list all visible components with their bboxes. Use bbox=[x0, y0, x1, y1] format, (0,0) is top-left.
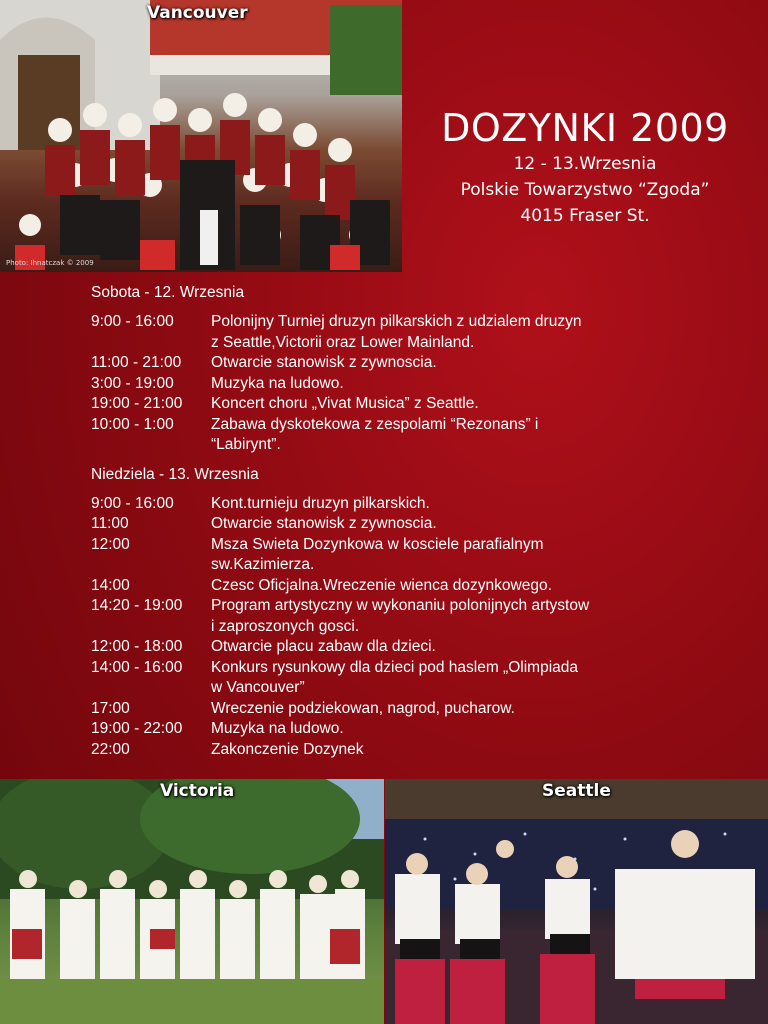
schedule-description: Muzyka na ludowo. bbox=[211, 374, 344, 392]
sunday-heading: Niedziela - 13. Wrzesnia bbox=[91, 465, 259, 483]
schedule-time: 14:00 - 16:00 bbox=[91, 658, 183, 676]
schedule-row bbox=[91, 374, 731, 395]
schedule-row bbox=[91, 596, 731, 637]
schedule-row bbox=[91, 394, 731, 415]
schedule-description: Koncert choru „Vivat Musica” z Seattle. bbox=[211, 395, 479, 412]
event-address: 4015 Fraser St. bbox=[520, 206, 650, 226]
schedule-time: 19:00 - 21:00 bbox=[91, 395, 183, 412]
event-date: 12 - 13.Wrzesnia bbox=[513, 154, 657, 174]
event-title: DOZYNKI 2009 bbox=[441, 106, 729, 150]
vancouver-photo-illustration bbox=[0, 0, 402, 272]
schedule-row bbox=[91, 494, 731, 515]
schedule-description: Zabawa dyskotekowa z zespolami “Rezonans” i “Labirynt”. bbox=[211, 415, 539, 453]
schedule-row bbox=[91, 719, 731, 740]
seattle-group-photo bbox=[385, 779, 768, 1024]
schedule-description: Otwarcie stanowisk z zywnoscia. bbox=[211, 354, 437, 371]
schedule-description: Czesc Oficjalna.Wreczenie wienca dozynkowego. bbox=[211, 576, 552, 594]
schedule-description: Otwarcie stanowisk z zywnoscia. bbox=[211, 515, 437, 532]
victoria-label: Victoria bbox=[160, 781, 235, 801]
schedule-time: 14:00 bbox=[91, 576, 130, 594]
event-header bbox=[402, 105, 768, 229]
schedule-time: 11:00 bbox=[91, 515, 129, 532]
seattle-photo-illustration bbox=[385, 779, 768, 1024]
sunday-schedule-list bbox=[91, 494, 731, 761]
victoria-group-photo bbox=[0, 779, 384, 1024]
schedule-row bbox=[91, 740, 731, 761]
schedule-row bbox=[91, 312, 731, 353]
schedule-time: 10:00 - 1:00 bbox=[91, 415, 174, 433]
schedule-description: Wreczenie podziekowan, nagrod, pucharow. bbox=[211, 699, 515, 717]
schedule-description: Kont.turnieju druzyn pilkarskich. bbox=[211, 494, 430, 512]
schedule bbox=[91, 280, 731, 760]
schedule-time: 3:00 - 19:00 bbox=[91, 374, 174, 392]
schedule-time: 11:00 - 21:00 bbox=[91, 354, 182, 371]
schedule-time: 12:00 bbox=[91, 535, 130, 553]
schedule-time: 9:00 - 16:00 bbox=[91, 494, 174, 512]
schedule-time: 22:00 bbox=[91, 740, 130, 758]
schedule-row bbox=[91, 535, 731, 576]
schedule-row bbox=[91, 658, 731, 699]
schedule-row bbox=[91, 353, 731, 374]
vancouver-group-photo bbox=[0, 0, 402, 272]
schedule-row bbox=[91, 699, 731, 720]
schedule-row bbox=[91, 576, 731, 597]
seattle-label: Seattle bbox=[542, 781, 611, 801]
schedule-description: Muzyka na ludowo. bbox=[211, 720, 344, 737]
schedule-time: 12:00 - 18:00 bbox=[91, 638, 183, 655]
schedule-row bbox=[91, 415, 731, 456]
schedule-description: Otwarcie placu zabaw dla dzieci. bbox=[211, 638, 436, 655]
schedule-time: 14:20 - 19:00 bbox=[91, 597, 183, 614]
schedule-time: 17:00 bbox=[91, 699, 130, 717]
schedule-description: Msza Swieta Dozynkowa w kosciele parafialnym sw.Kazimierza. bbox=[211, 535, 544, 573]
event-organizer: Polskie Towarzystwo “Zgoda” bbox=[460, 180, 710, 200]
schedule-row bbox=[91, 637, 731, 658]
vancouver-label: Vancouver bbox=[147, 3, 248, 23]
schedule-description: Program artystyczny w wykonaniu polonijnych artystow i zaproszonych gosci. bbox=[211, 597, 590, 635]
schedule-row bbox=[91, 514, 731, 535]
photo-credit: Photo: Ihnatczak © 2009 bbox=[6, 259, 94, 267]
saturday-heading: Sobota - 12. Wrzesnia bbox=[91, 284, 245, 301]
schedule-description: Konkurs rysunkowy dla dzieci pod haslem „Olimpiada w Vancouver” bbox=[211, 658, 578, 696]
saturday-schedule-list bbox=[91, 312, 731, 456]
schedule-description: Polonijny Turniej druzyn pilkarskich z udzialem druzyn z Seattle,Victorii oraz Lower Mainland. bbox=[211, 313, 582, 351]
schedule-description: Zakonczenie Dozynek bbox=[211, 740, 364, 758]
victoria-photo-illustration bbox=[0, 779, 384, 1024]
schedule-time: 19:00 - 22:00 bbox=[91, 720, 183, 737]
schedule-time: 9:00 - 16:00 bbox=[91, 313, 174, 330]
